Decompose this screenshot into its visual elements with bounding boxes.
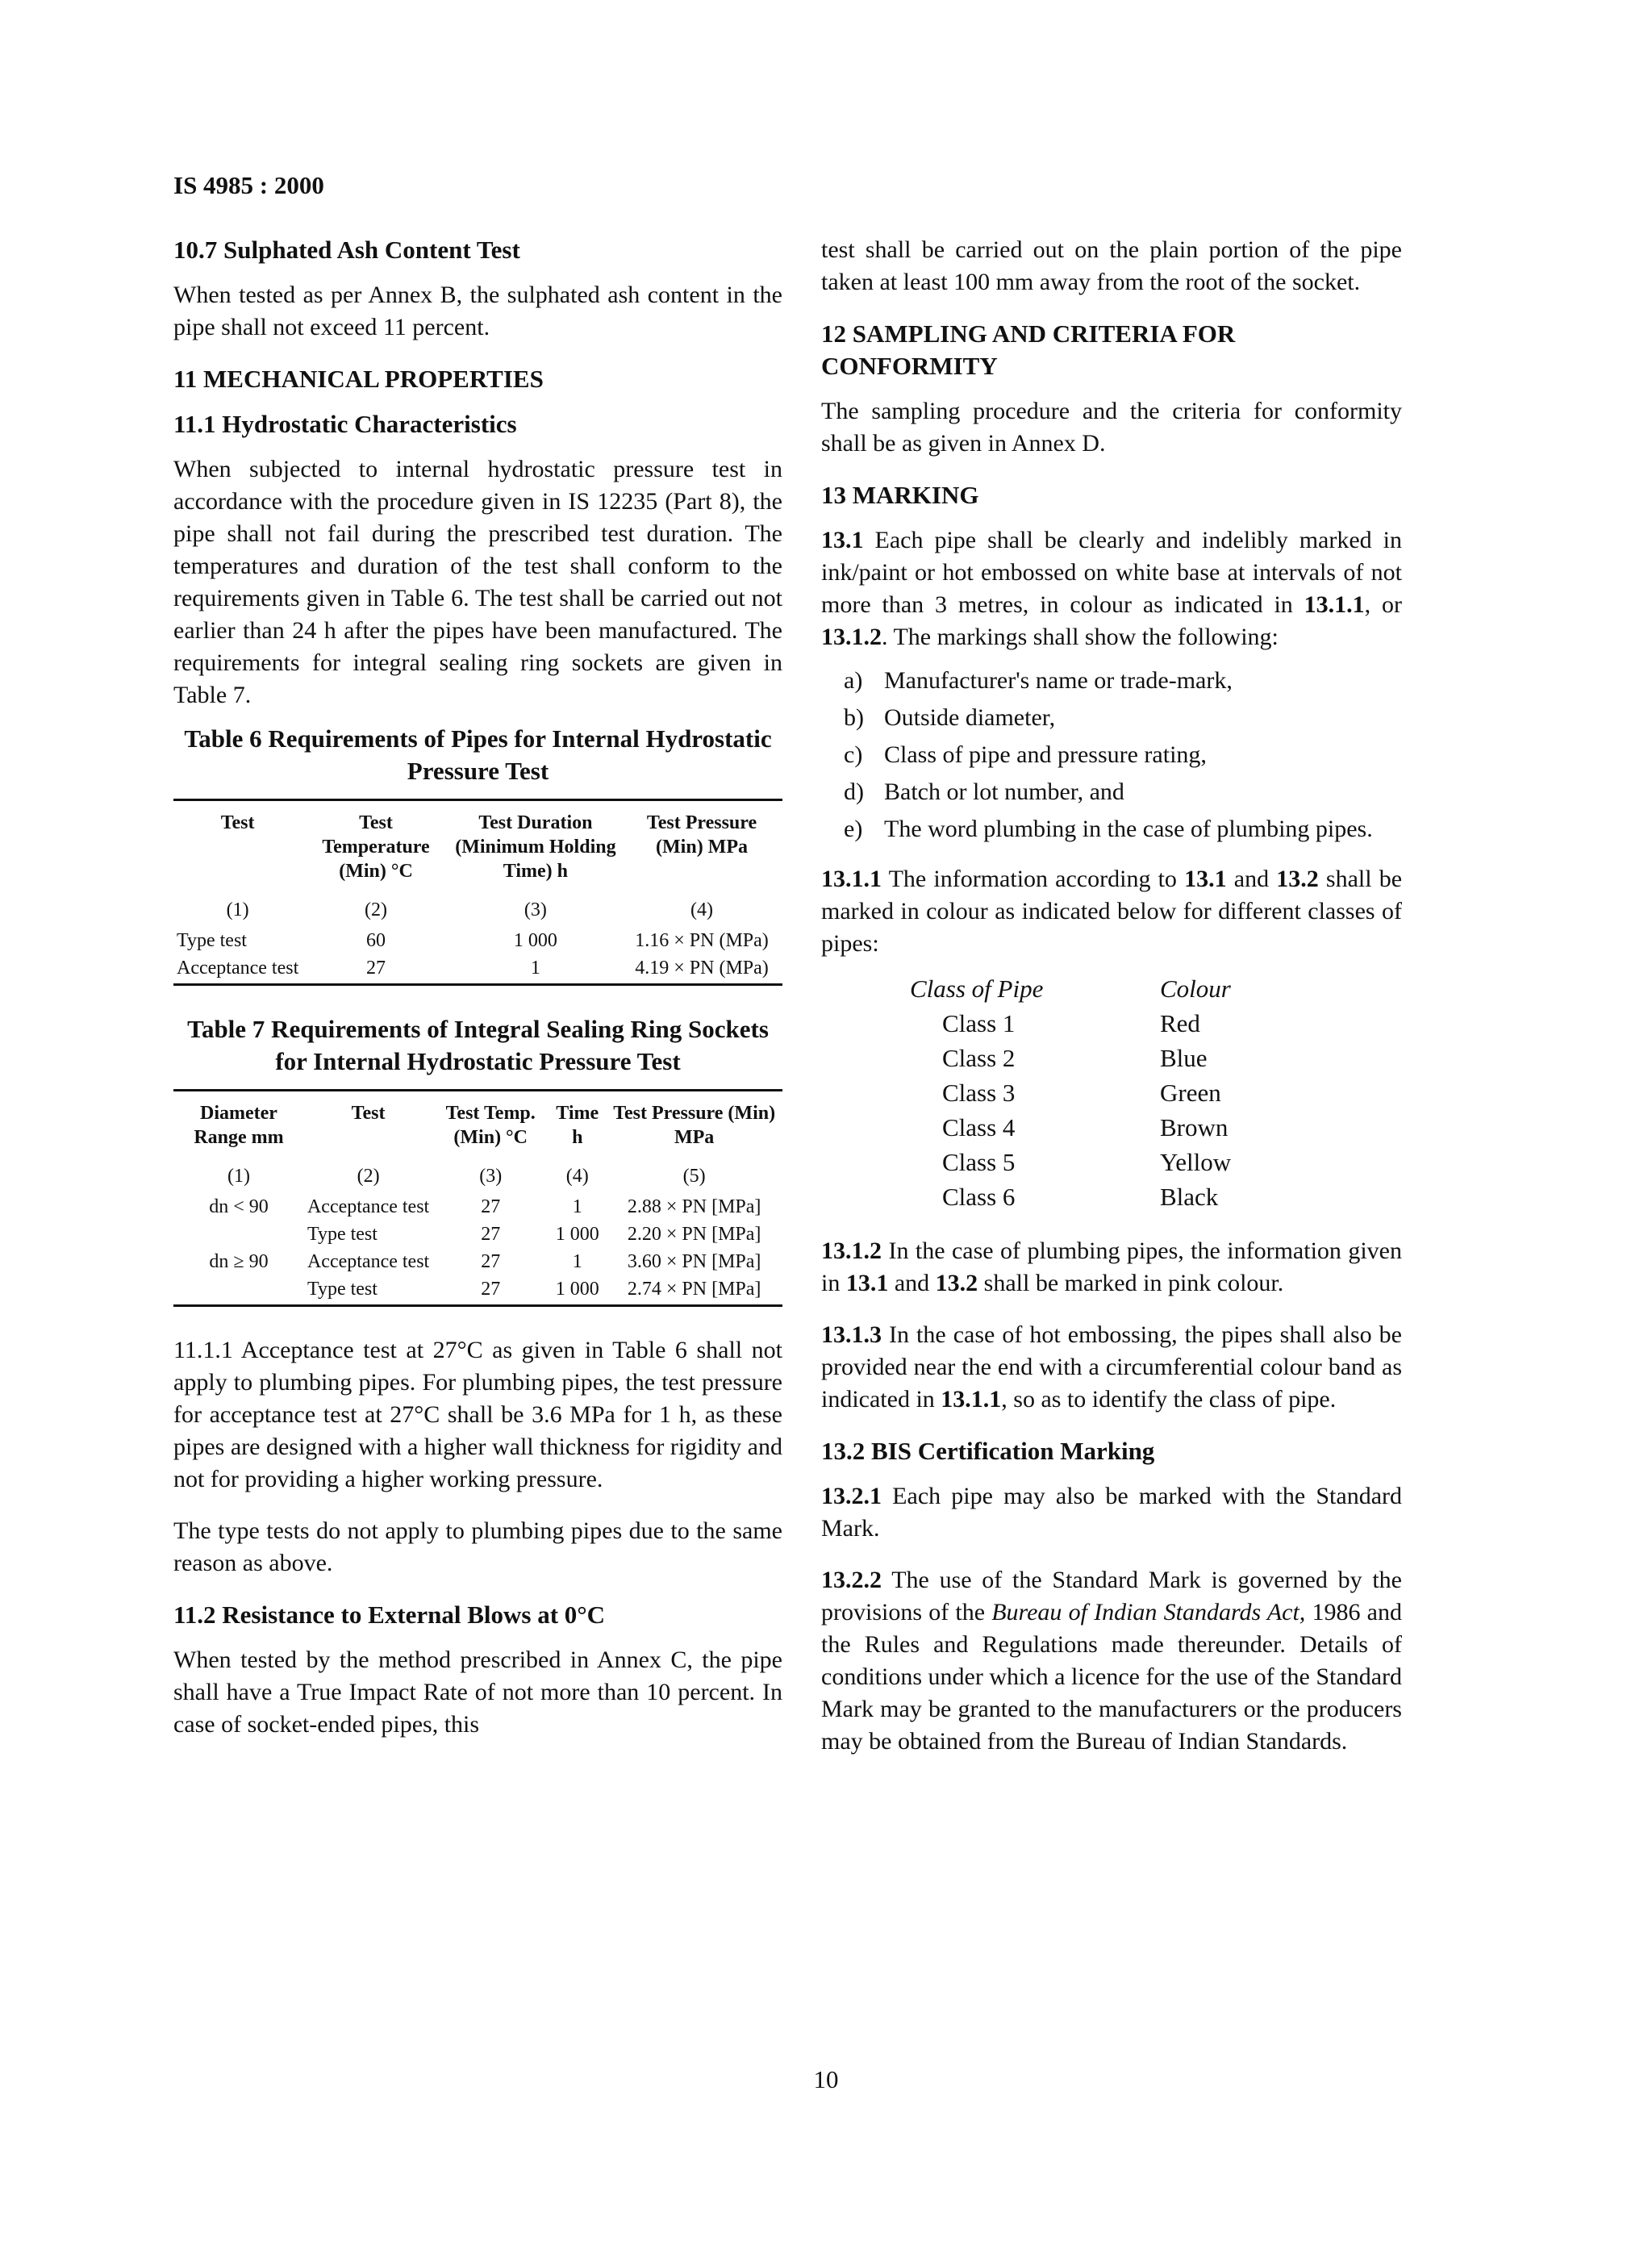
- table-cell: [173, 1275, 304, 1306]
- table-cell: Brown: [1160, 1113, 1229, 1141]
- table-cell: 1: [450, 954, 621, 985]
- table-cell: Type test: [307, 1224, 378, 1245]
- list-item: [821, 776, 1402, 808]
- table-cell: 27: [302, 954, 450, 985]
- class-table-header: Class of Pipe: [910, 974, 1044, 1003]
- ref-13-2: 13.2: [935, 1270, 978, 1296]
- table-6-header: Test Pressure (Min) MPa: [646, 812, 757, 858]
- section-13-1-1-number: 13.1.1: [821, 866, 882, 892]
- section-13-1-number: 13.1: [821, 527, 864, 553]
- table-7-col-number: (2): [357, 1166, 380, 1187]
- table-6-caption: Table 6 Requirements of Pipes for Internal Hydrostatic Pressure Test: [184, 724, 772, 785]
- table-7-col-number: (4): [565, 1166, 589, 1187]
- table-6: [173, 799, 782, 986]
- table-cell: 60: [366, 930, 386, 951]
- table-row: [910, 1145, 1231, 1179]
- table-7: [173, 1089, 782, 1307]
- list-item: [821, 813, 1402, 845]
- table-cell: 1.16 × PN (MPa): [635, 930, 769, 951]
- list-marker: a): [844, 667, 863, 694]
- table-row: [173, 1193, 782, 1221]
- section-13-1-1-body: The information according to: [888, 866, 1177, 892]
- section-11-1-1-text: [173, 1334, 782, 1496]
- table-cell: 27: [481, 1251, 501, 1272]
- list-marker: b): [844, 704, 864, 731]
- section-13-1-2-number: 13.1.2: [821, 1237, 882, 1264]
- list-item: [821, 702, 1402, 734]
- section-10-7-title: 10.7 Sulphated Ash Content Test: [173, 236, 520, 264]
- list-text: The word plumbing in the case of plumbing pipes.: [884, 816, 1373, 842]
- ref-13-1: 13.1: [1184, 866, 1227, 892]
- table-row: [173, 1221, 782, 1248]
- table-cell: dn < 90: [209, 1196, 269, 1217]
- ref-13-2: 13.2: [1276, 866, 1319, 892]
- list-marker: d): [844, 778, 864, 805]
- table-cell: 1 000: [555, 1224, 599, 1245]
- text-and: and: [1233, 866, 1270, 892]
- section-13-1-2-body-end: shall be marked in pink colour.: [983, 1270, 1284, 1296]
- table-7-header: Test Pressure (Min) MPa: [613, 1103, 776, 1148]
- table-7-header: Time h: [556, 1103, 599, 1148]
- act-name: Bureau of Indian Standards Act,: [991, 1599, 1306, 1626]
- right-column: [821, 234, 1402, 1777]
- section-13-2-1-number: 13.2.1: [821, 1483, 882, 1509]
- page-number: 10: [813, 2065, 839, 2093]
- left-column: [173, 234, 782, 1760]
- list-marker: e): [844, 816, 863, 842]
- table-row: [910, 1041, 1231, 1075]
- table-row: [910, 1179, 1231, 1214]
- section-11-2-title: 11.2 Resistance to External Blows at 0°C: [173, 1601, 606, 1629]
- table-row: [173, 927, 782, 954]
- class-table-header: Colour: [1160, 974, 1231, 1003]
- table-7-caption: Table 7 Requirements of Integral Sealing Ring Sockets for Internal Hydrostatic Pressure Test: [187, 1015, 769, 1075]
- section-13-2-title: 13.2 BIS Certification Marking: [821, 1437, 1155, 1465]
- table-cell: 27: [432, 1275, 549, 1306]
- table-cell: 1: [572, 1196, 582, 1217]
- section-11-1-text: When subjected to internal hydrostatic pressure test in accordance with the procedure given in IS 12235 (Part 8), the pipe shall not fail during the prescribed test duration. The temperatures and duration of the test shall conform to the requirements given in Table 6. The test shall be carried out not earlier than 24 h after the pipes have been manufactured. The requirements for integral sealing ring sockets are given in Table 7.: [173, 456, 782, 708]
- section-13-2-2-body-end: 1986 and the Rules and Regulations made thereunder. Details of conditions under which a licence for the use of the Standard Mark may be granted to the manufacturers or the producers may be obtained from the Bureau of Indian Standards.: [821, 1599, 1402, 1755]
- table-row: [910, 1006, 1231, 1041]
- section-13-1-3-text: [821, 1319, 1402, 1416]
- table-cell: Class 4: [942, 1113, 1016, 1141]
- table-cell: 27: [481, 1196, 501, 1217]
- table-cell: Acceptance test: [173, 954, 302, 985]
- section-13-1-2-text: [821, 1235, 1402, 1300]
- table-cell: Red: [1160, 1009, 1200, 1037]
- section-13-1-1-body-end: shall be marked in colour as indicated below for different classes of pipes:: [821, 866, 1403, 957]
- ref-13-1-1: 13.1.1: [1304, 591, 1365, 618]
- table-row: [173, 954, 782, 985]
- table-cell: 2.88 × PN [MPa]: [627, 1196, 761, 1217]
- section-11-title: 11 MECHANICAL PROPERTIES: [173, 365, 544, 393]
- table-row: [173, 1275, 782, 1306]
- section-13-2-2-number: 13.2.2: [821, 1567, 882, 1593]
- list-text: Manufacturer's name or trade-mark,: [884, 667, 1233, 694]
- table-cell: Blue: [1160, 1044, 1208, 1072]
- section-13-1-3-number: 13.1.3: [821, 1321, 882, 1348]
- table-row: [173, 1248, 782, 1275]
- table-row: [910, 1075, 1231, 1110]
- section-13-2-2-body: The use of the Standard Mark is governed by the provisions of the: [821, 1567, 1402, 1626]
- list-text: Outside diameter,: [884, 704, 1056, 731]
- table-cell: [173, 1221, 304, 1248]
- continued-text: test shall be carried out on the plain portion of the pipe taken at least 100 mm away from the root of the socket.: [821, 236, 1402, 295]
- table-cell: 1 000: [513, 930, 557, 951]
- list-item: [821, 665, 1402, 697]
- section-12-title: 12 SAMPLING AND CRITERIA FOR CONFORMITY: [821, 319, 1236, 380]
- section-13-2-1-text: [821, 1480, 1402, 1545]
- table-7-header: Test Temp. (Min) °C: [445, 1103, 536, 1148]
- table-cell: Green: [1160, 1079, 1221, 1107]
- table-cell: 4.19 × PN (MPa): [621, 954, 782, 985]
- table-cell: Class 3: [942, 1079, 1016, 1107]
- list-item: [821, 739, 1402, 771]
- table-cell: Class 5: [942, 1148, 1016, 1176]
- section-12-text: The sampling procedure and the criteria for conformity shall be as given in Annex D.: [821, 398, 1402, 457]
- table-cell: 27: [481, 1224, 501, 1245]
- table-7-header: Test: [351, 1103, 386, 1124]
- section-11-1-title: 11.1 Hydrostatic Characteristics: [173, 410, 517, 438]
- table-cell: dn ≥ 90: [209, 1251, 269, 1272]
- table-7-col-number: (3): [479, 1166, 503, 1187]
- table-row: [910, 1110, 1231, 1145]
- section-11-1-1-number: 11.1.1: [173, 1337, 233, 1363]
- table-cell: 2.74 × PN [MPa]: [606, 1275, 782, 1306]
- list-marker: c): [844, 741, 863, 768]
- section-11-1-1-body: Acceptance test at 27°C as given in Table 6 shall not apply to plumbing pipes. For plumbing pipes, the test pressure for acceptance test at 27°C shall be 3.6 MPa for 1 h, as these pipes are designed with a higher wall thickness for rigidity and not for providing a higher working pressure.: [173, 1337, 782, 1492]
- section-13-1-text: [821, 524, 1402, 653]
- section-13-2-2-text: [821, 1564, 1402, 1758]
- section-11-1-1-text-2: The type tests do not apply to plumbing pipes due to the same reason as above.: [173, 1517, 782, 1576]
- table-6-col-number: (3): [524, 899, 547, 920]
- section-13-title: 13 MARKING: [821, 481, 979, 509]
- section-13-1-3-body-end: , so as to identify the class of pipe.: [1001, 1386, 1337, 1413]
- section-10-7-text: When tested as per Annex B, the sulphated ash content in the pipe shall not exceed 11 percent.: [173, 282, 782, 340]
- table-cell: Class 2: [942, 1044, 1016, 1072]
- table-cell: Class 1: [942, 1009, 1016, 1037]
- table-cell: Yellow: [1160, 1148, 1232, 1176]
- table-cell: 2.20 × PN [MPa]: [627, 1224, 761, 1245]
- table-6-header: Test Temperature (Min) °C: [322, 812, 430, 882]
- table-7-col-number: (5): [682, 1166, 706, 1187]
- table-cell: Black: [1160, 1183, 1219, 1211]
- section-13-1-1-text: [821, 863, 1402, 960]
- ref-13-1: 13.1: [845, 1270, 889, 1296]
- table-6-col-number: (2): [365, 899, 387, 920]
- class-colour-table: [910, 971, 1231, 1214]
- list-text: Batch or lot number, and: [884, 778, 1124, 805]
- list-text: Class of pipe and pressure rating,: [884, 741, 1207, 768]
- section-13-2-1-body: Each pipe may also be marked with the Standard Mark.: [821, 1483, 1402, 1542]
- table-6-col-number: (4): [690, 899, 714, 920]
- table-cell: Type test: [177, 930, 247, 951]
- table-cell: Class 6: [942, 1183, 1016, 1211]
- table-6-header: Test: [220, 812, 255, 833]
- table-7-col-number: (1): [227, 1166, 250, 1187]
- table-7-header: Diameter Range mm: [194, 1103, 284, 1148]
- table-cell: 1: [572, 1251, 582, 1272]
- marking-list: [821, 665, 1402, 845]
- text-and: and: [894, 1270, 930, 1296]
- table-cell: 1 000: [549, 1275, 606, 1306]
- table-6-col-number: (1): [226, 899, 249, 920]
- table-6-header: Test Duration (Minimum Holding Time) h: [455, 812, 616, 882]
- text-or: , or: [1364, 591, 1402, 618]
- section-13-1-body: Each pipe shall be clearly and indelibly marked in ink/paint or hot embossed on white base at intervals of not more than 3 metres, in colour as indicated in: [821, 527, 1403, 618]
- section-11-2-text: When tested by the method prescribed in Annex C, the pipe shall have a True Impact Rate of not more than 10 percent. In case of socket-ended pipes, this: [173, 1646, 782, 1738]
- table-cell: 3.60 × PN [MPa]: [627, 1251, 761, 1272]
- table-cell: Type test: [304, 1275, 432, 1306]
- table-cell: Acceptance test: [307, 1196, 430, 1217]
- document-id: IS 4985 : 2000: [173, 171, 324, 199]
- ref-13-1-2: 13.1.2: [821, 624, 882, 650]
- section-13-1-2-body: In the case of plumbing pipes, the information given in: [821, 1237, 1402, 1296]
- section-13-1-body-end: . The markings shall show the following:: [882, 624, 1279, 650]
- ref-13-1-1: 13.1.1: [941, 1386, 1002, 1413]
- section-13-1-3-body: In the case of hot embossing, the pipes shall also be provided near the end with a circumferential colour band as indicated in: [821, 1321, 1402, 1413]
- table-cell: Acceptance test: [307, 1251, 430, 1272]
